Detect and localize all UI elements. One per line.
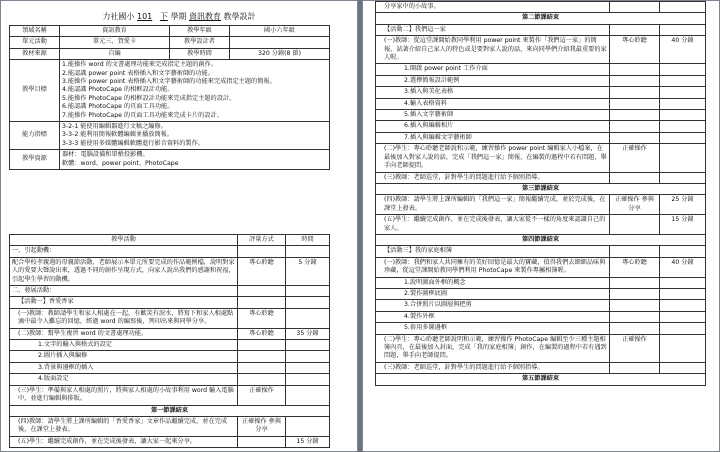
activity-time: [286, 416, 330, 436]
activity-eval: 專心聆聽: [610, 257, 660, 277]
resources-list: [60, 150, 330, 170]
activity-time: 35 分鐘: [286, 328, 330, 339]
activity-eval: [610, 64, 660, 75]
activity-text: 3.背景與邊框的插入: [10, 362, 238, 373]
activity-time: [660, 121, 706, 132]
activity-eval: [238, 351, 286, 362]
activity-row: [376, 87, 706, 98]
activity-row: [376, 110, 706, 121]
activity-time: [660, 323, 706, 334]
activity-eval: 正確操作 參與分享: [238, 416, 286, 436]
ability-row: [10, 122, 330, 150]
activity-time: 5 分鐘: [286, 257, 330, 285]
goal-item: 6.能認識 PhotoCape 的頁面工具功能。: [62, 103, 174, 111]
activity-eval: [610, 288, 660, 299]
activity-row: [376, 172, 706, 183]
title-mid: 學期: [170, 12, 187, 21]
activity-header-row: [10, 235, 330, 246]
header-row: [10, 26, 330, 37]
section-end-label: 第五節課結束: [376, 374, 706, 385]
section-end-label: 第四節課結束: [376, 234, 706, 245]
document-page-right: [362, 0, 720, 452]
activity-time: [660, 98, 706, 109]
activity-eval: [610, 132, 660, 143]
activity-row: [376, 215, 706, 235]
section-end-row: [376, 13, 706, 24]
activity-text: (二)學生：專心聆聽老師說和示範，練習操作 power point 編輯家人小檔案，在最後加入對家人說的話，完成「我們這一家」簡報，在編製的過程中若有問題，舉手向老師提問。: [376, 144, 610, 172]
header-cell: 教學時間: [170, 48, 230, 59]
activity-eval: 正確操作: [238, 385, 286, 405]
activity-eval: [238, 286, 286, 297]
ability-list: [60, 122, 330, 150]
resources-label: 教學資源: [10, 150, 60, 170]
activity-row: [376, 132, 706, 143]
activity-time: [660, 288, 706, 299]
activity-time: 40 分鐘: [660, 257, 706, 277]
activity-row: [376, 277, 706, 288]
header-table: [9, 25, 330, 170]
activity-row: [376, 323, 706, 334]
activity-eval: 專心聆聽: [238, 308, 286, 328]
header-cell: 單元活動: [10, 37, 60, 48]
ability-label: 能力指標: [10, 122, 60, 150]
activity-text: (三)學生：準備與家人相處的照片，將與家人相處的小故事利用 word 輸入電腦中，並進行編輯與排版。: [10, 385, 238, 405]
activity-time: [286, 362, 330, 373]
ability-item: 3-3-2 能利用簡報軟體編輯並播放簡報。: [62, 131, 174, 139]
header-cell: 單元三、賀愛卡: [60, 37, 170, 48]
activity-text: 2.圖片插入與編修: [10, 351, 238, 362]
activity-text: 6.插入與編輯相片: [376, 121, 610, 132]
activity-text: (二)學生：專心聆聽老師說明和示範，練習操作 PhotoCape 編輯至少三種主題相簿內頁，在最後加入封面，完成「我的家庭相簿」創作，在編製的過程中若有遇到問題，舉手向老師提問。: [376, 334, 610, 362]
activity-time: [660, 172, 706, 183]
activity-time: [286, 385, 330, 405]
activity-eval: [610, 98, 660, 109]
activity-time: [660, 64, 706, 75]
activity-time: [286, 351, 330, 362]
section-end-row: [376, 183, 706, 194]
activity-row: [10, 340, 330, 351]
activity-eval: [610, 87, 660, 98]
activity-eval: 專心聆聽: [610, 36, 660, 64]
activity-row: [10, 286, 330, 297]
activity-eval: [610, 75, 660, 86]
activity-time: [660, 132, 706, 143]
goals-label: 教學目標: [10, 60, 60, 122]
activity-eval: 正確操作 參與分享: [610, 195, 660, 215]
title-school: 力社國小: [102, 12, 135, 21]
activity-row: [10, 416, 330, 436]
activity-time: [660, 277, 706, 288]
activity-time: [660, 2, 706, 13]
activity-eval: [610, 277, 660, 288]
activity-eval: [238, 362, 286, 373]
activity-text: 【活動二】我們這一家: [376, 24, 610, 35]
activity-eval: [610, 24, 660, 35]
activity-eval: [238, 340, 286, 351]
activity-time: [286, 340, 330, 351]
activity-row: [376, 64, 706, 75]
activity-row: [376, 144, 706, 172]
activity-time: [660, 362, 706, 373]
activity-time: [286, 246, 330, 257]
activity-text: 2.選擇簡報設計範例: [376, 75, 610, 86]
activity-row: [376, 334, 706, 362]
header-cell: 國小六年級: [230, 26, 330, 37]
activity-text: 4.輸入表格資料: [376, 98, 610, 109]
activity-time: 15 分鐘: [660, 215, 706, 235]
header-cell: 教學設計者: [170, 37, 230, 48]
col-header-activity: 教學活動: [10, 235, 238, 246]
activity-row: [376, 36, 706, 64]
header-cell: 320 分鐘(8 節): [230, 48, 330, 59]
activity-time: [660, 311, 706, 322]
header-row: [10, 37, 330, 48]
goal-item: 1.能操作 word 的文書處理功能來完成指定主題的創作。: [62, 61, 217, 69]
document-page-left: [0, 0, 358, 452]
activity-table-left: [9, 234, 330, 448]
activity-row: [10, 436, 330, 447]
activity-text: (五)學生：繼續完成創作，並在完成後發表，讓大家從不一樣的角度來認識自己的家人。: [376, 215, 610, 235]
activity-row: [376, 24, 706, 35]
activity-eval: 專心聆聽: [238, 328, 286, 339]
activity-row: [376, 121, 706, 132]
header-cell: 資訊教育: [60, 26, 170, 37]
title-subject: 資訊教育: [189, 12, 221, 21]
activity-text: 4.製作外框: [376, 311, 610, 322]
activity-time: [660, 110, 706, 121]
activity-eval: [610, 300, 660, 311]
activity-text: 2.製作圖框底圖: [376, 288, 610, 299]
activity-body-right: [376, 2, 706, 386]
activity-text: 3.插入與美化表格: [376, 87, 610, 98]
activity-eval: [610, 110, 660, 121]
activity-time: [286, 297, 330, 308]
activity-eval: [238, 436, 286, 447]
section-end-row: [376, 374, 706, 385]
activity-row: [376, 98, 706, 109]
ability-item: 3-3-3 能使用多媒體編輯軟體進行影音資料的製作。: [62, 139, 204, 147]
activity-time: [660, 24, 706, 35]
activity-time: [660, 246, 706, 257]
activity-eval: [610, 323, 660, 334]
activity-row: [376, 288, 706, 299]
activity-row: [10, 297, 330, 308]
title-year: 101: [136, 12, 153, 21]
activity-row: [10, 246, 330, 257]
goal-item: 5.能操作 PhotoCape 的相框設計功能來完成指定主題的設計。: [62, 94, 236, 102]
activity-row: [376, 311, 706, 322]
activity-row: [10, 362, 330, 373]
activity-body-left: [10, 246, 330, 448]
header-cell: 教材來源: [10, 48, 60, 59]
goals-row: [10, 60, 330, 122]
activity-row: [376, 362, 706, 373]
activity-text: (一)教師：我們和家人共同擁有的美好回憶是最大的寶藏，值得我們去細細品味與珍藏，從這堂課開始教同學們利用 PhotoCape 來製作專屬相簿喔。: [376, 257, 610, 277]
activity-eval: 正確操作: [610, 334, 660, 362]
activity-text: (三)教師：老師巡堂，針對學生的問題進行給予個別指導。: [376, 362, 610, 373]
activity-text: 配合學校孝親週的母親節活動，老師展示本單元所要完成的作品範例檔，說明對家人的愛要大聲說出來，透過不同的創作呈現方式，向家人說出我們的感謝和祝福，引起學生學習的動機。: [10, 257, 238, 285]
activity-text: 5.插入文字藝術師: [376, 110, 610, 121]
activity-row: [376, 195, 706, 215]
col-header-eval: 評量方式: [238, 235, 286, 246]
goal-item: 4.能認識 PhotoCape 的相框設計功能。: [62, 86, 174, 94]
activity-row: [376, 2, 706, 13]
header-cell: 教學年級: [170, 26, 230, 37]
goals-list: [60, 60, 330, 122]
activity-table-right: [375, 1, 706, 386]
activity-text: 二、發展活動：: [10, 286, 238, 297]
activity-eval: [610, 215, 660, 235]
activity-row: [376, 246, 706, 257]
resource-item: 器材：電腦設備和單槍投影機。: [62, 151, 149, 159]
goal-item: 2.能認識 power point 表格插入和文字藝術師的功能。: [62, 69, 214, 77]
section-end-label: 第一節課結束: [10, 405, 330, 416]
activity-text: 1.文字的輸入與格式的設定: [10, 340, 238, 351]
header-cell: 領域名稱: [10, 26, 60, 37]
activity-eval: [610, 2, 660, 13]
activity-time: [660, 87, 706, 98]
header-cell: [230, 37, 330, 48]
activity-row: [10, 385, 330, 405]
section-end-label: 第二節課結束: [376, 13, 706, 24]
goal-item: 7.能操作 PhotoCape 的頁面工具功能來完成卡片的設計。: [62, 111, 223, 119]
activity-eval: 正確操作: [610, 144, 660, 172]
activity-eval: [238, 374, 286, 385]
activity-text: 1.開啟 power point 工作介面: [376, 64, 610, 75]
goal-item: 3.能操作 power point 表格插入和文字藝術師的功能來完成指定主題的簡報。: [62, 78, 276, 86]
activity-time: 15 分鐘: [286, 436, 330, 447]
activity-time: [286, 308, 330, 328]
header-row: [10, 48, 330, 59]
activity-text: 4.版面設定: [10, 374, 238, 385]
activity-row: [10, 257, 330, 285]
activity-time: [286, 374, 330, 385]
page-title: [1, 11, 357, 22]
activity-text: (三)教師：老師巡堂，針對學生的問題進行給予個別指導。: [376, 172, 610, 183]
activity-row: [376, 75, 706, 86]
title-term: 下: [159, 12, 168, 21]
activity-eval: [610, 172, 660, 183]
activity-time: [660, 334, 706, 362]
activity-text: (一)教師：從這堂課開始教同學利用 power point 來製作「我們這一家」的簡報，試著介紹自己家人的特色或是要對家人說的話，來向同學們介紹我最重要的家人喔。: [376, 36, 610, 64]
activity-eval: [610, 246, 660, 257]
activity-time: [660, 300, 706, 311]
activity-text: (二)教師：幫學生複習 word 的文書處理功能。: [10, 328, 238, 339]
activity-text: 【活動三】我的家庭相簿: [376, 246, 610, 257]
activity-text: 分享家中的小故事。: [376, 2, 610, 13]
activity-text: (四)教師：請學生將上課所編輯的「我們這一家」簡報繼續完成，並於完成後，在課堂上發表。: [376, 195, 610, 215]
activity-text: 【活動一】香愛香家: [10, 297, 238, 308]
activity-text: (四)教師：請學生將上課所編輯的「香愛香家」文章作品繼續完成，並在完成後，在課堂上發表。: [10, 416, 238, 436]
activity-text: (一)教師：教師請學生和家人相處在一起，有歡笑有淚水，將寫下和家人相處點滴中最令人難忘的回憶，經過 word 的編寫後，列印出來與同學分享。: [10, 308, 238, 328]
activity-time: 25 分鐘: [660, 195, 706, 215]
activity-time: [660, 144, 706, 172]
activity-time: [660, 75, 706, 86]
title-sep: [155, 12, 158, 21]
section-end-row: [10, 405, 330, 416]
activity-row: [10, 328, 330, 339]
activity-row: [10, 351, 330, 362]
activity-eval: 專心聆聽: [238, 257, 286, 285]
activity-eval: [238, 297, 286, 308]
activity-row: [376, 257, 706, 277]
activity-row: [10, 308, 330, 328]
ability-item: 3-2-1 能使用編輯器進行文稿之編修。: [62, 123, 167, 131]
activity-text: 5.套用多圖邊框: [376, 323, 610, 334]
activity-text: 3.合併照片以圖層與把剪: [376, 300, 610, 311]
title-suffix: 教學設計: [223, 12, 256, 21]
section-end-label: 第三節課結束: [376, 183, 706, 194]
activity-time: 40 分鐘: [660, 36, 706, 64]
activity-eval: [610, 311, 660, 322]
header-cell: 自編: [60, 48, 170, 59]
activity-eval: [610, 362, 660, 373]
activity-row: [10, 374, 330, 385]
activity-time: [286, 286, 330, 297]
activity-text: 一、引起動機：: [10, 246, 238, 257]
resource-item: 軟體：word、power point、PhotoCape: [62, 159, 179, 167]
activity-text: (五)學生：繼續完成創作，並在完成後發表，讓大家一起來分享。: [10, 436, 238, 447]
activity-text: 7.插入與編輯文字藝術師: [376, 132, 610, 143]
activity-row: [376, 300, 706, 311]
activity-text: 1.說明圖面外框的概念: [376, 277, 610, 288]
activity-eval: [238, 246, 286, 257]
section-end-row: [376, 234, 706, 245]
col-header-time: 時間: [286, 235, 330, 246]
resources-row: [10, 150, 330, 170]
activity-eval: [610, 121, 660, 132]
